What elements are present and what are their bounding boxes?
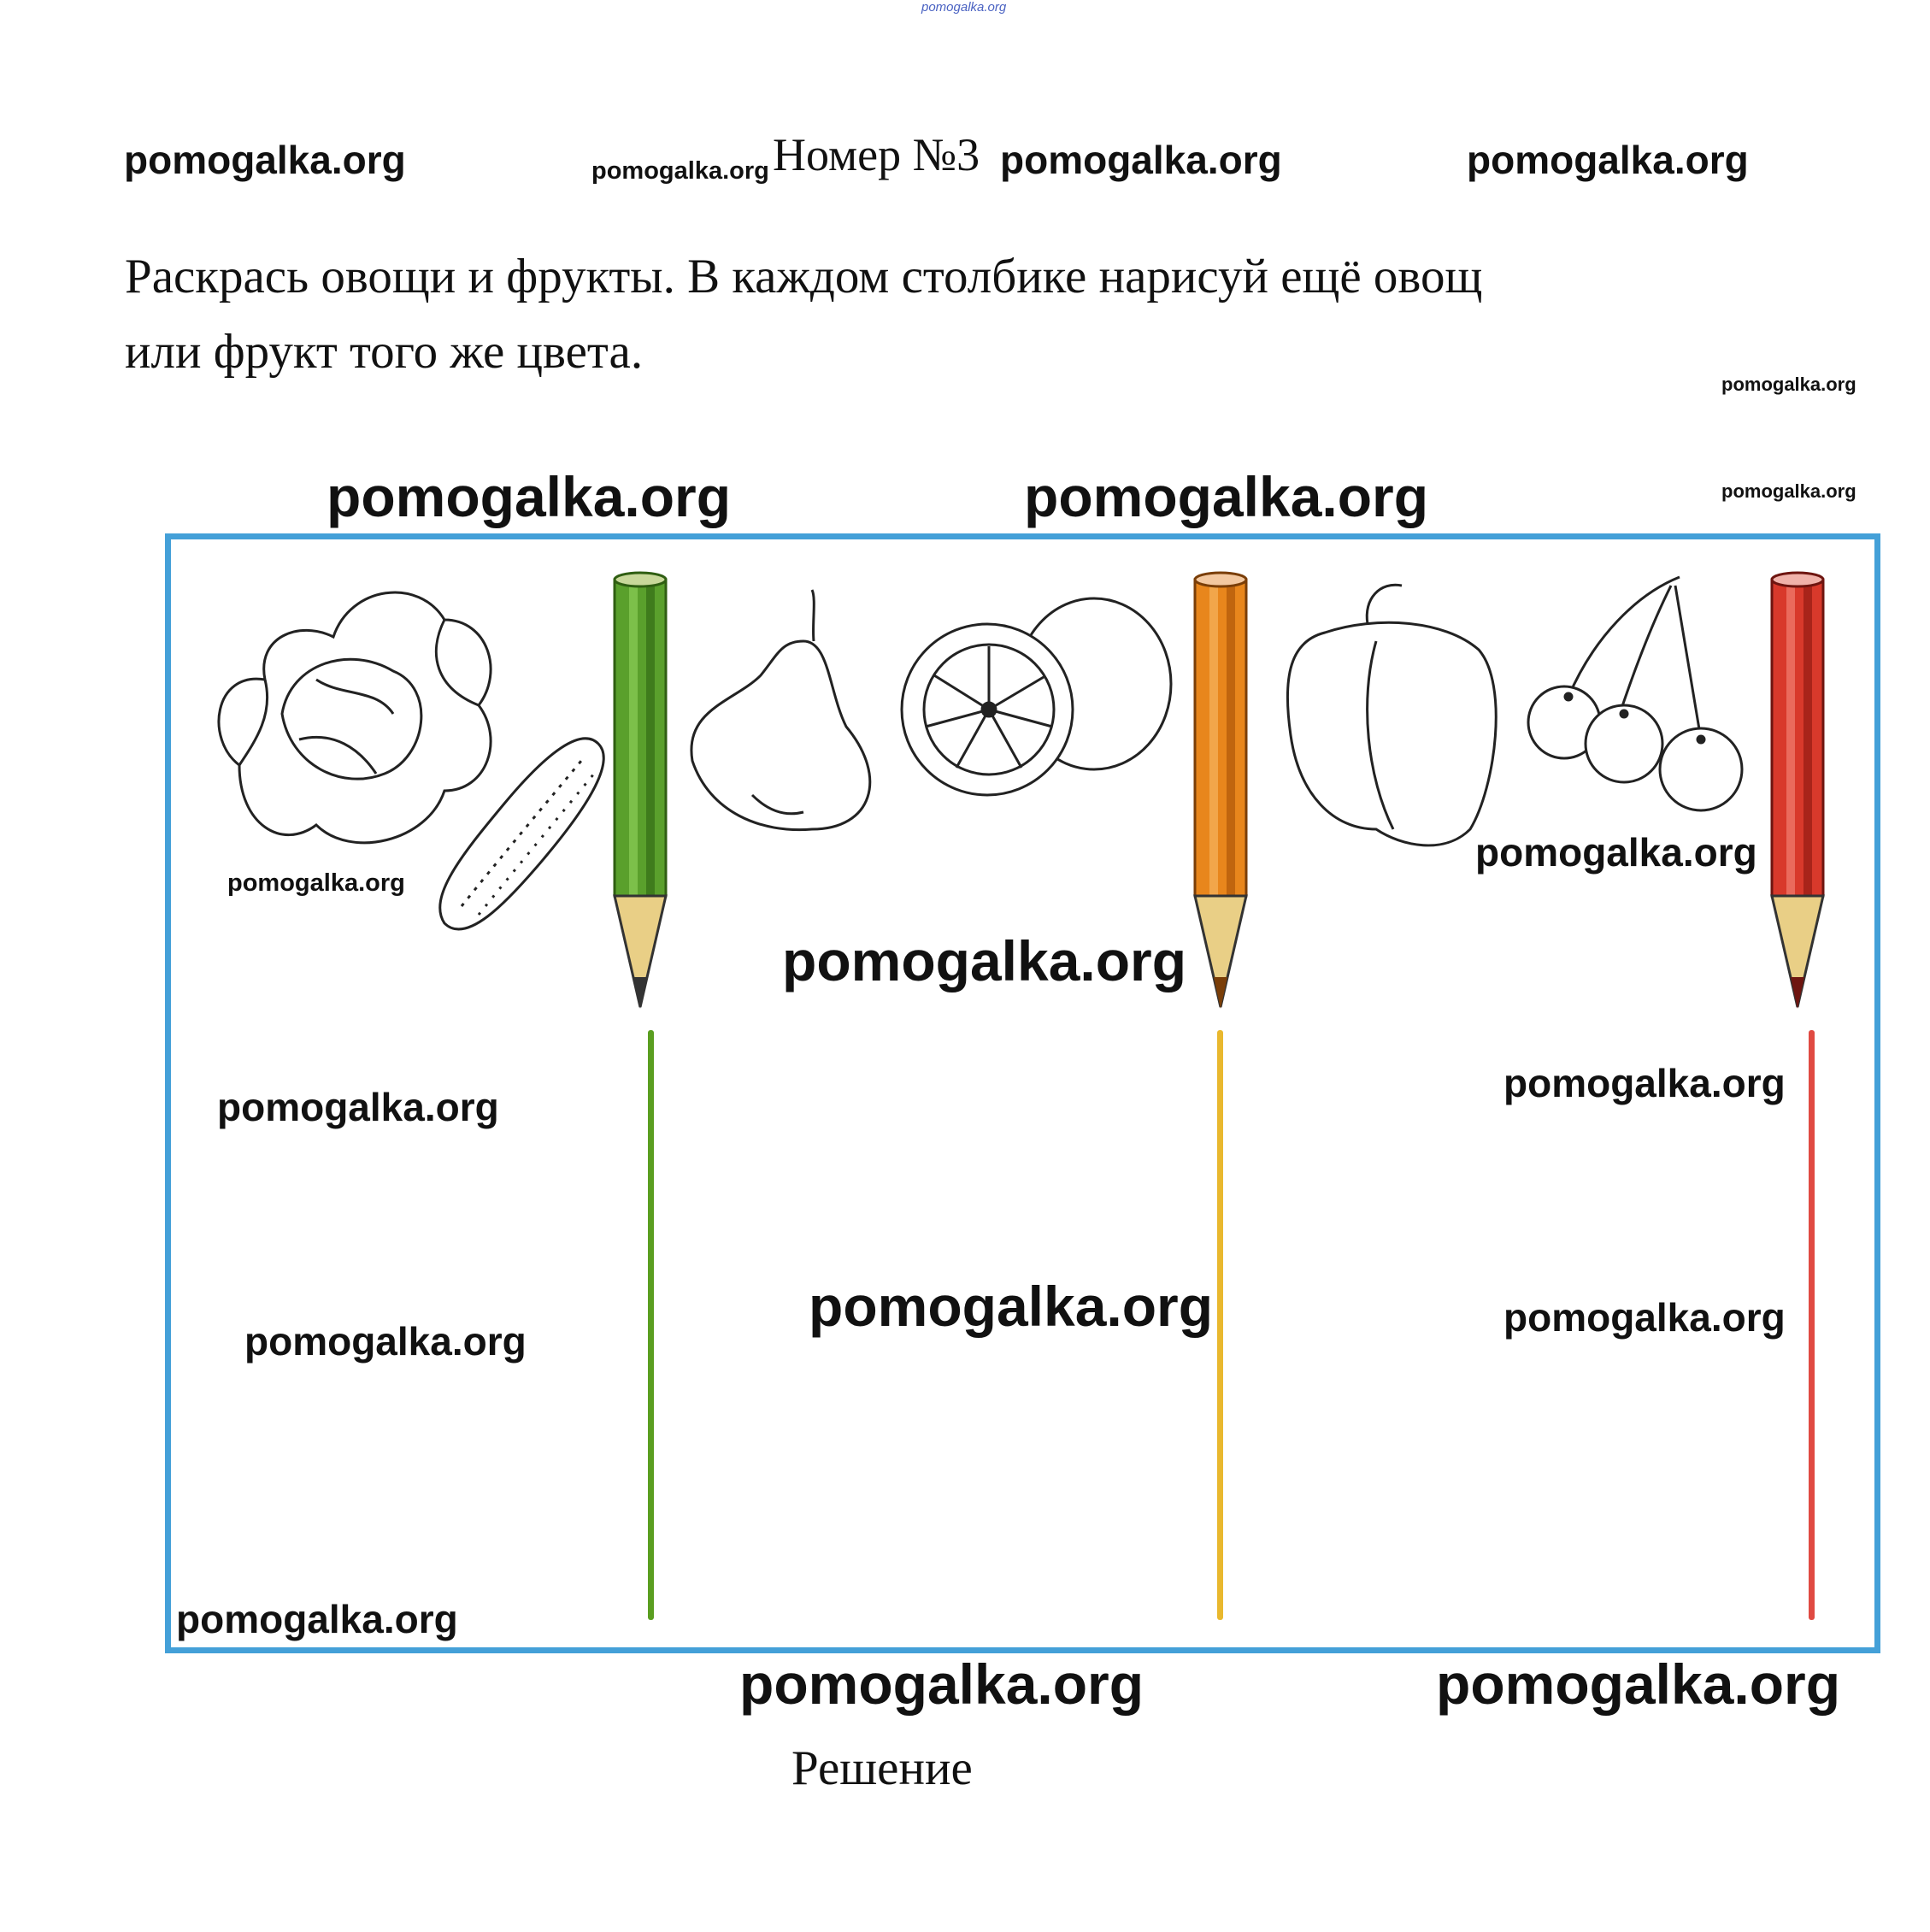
watermark: pomogalka.org xyxy=(1721,374,1856,395)
watermark: pomogalka.org xyxy=(809,1275,1214,1338)
pear-icon xyxy=(684,581,889,838)
task-line: или фрукт того же цвета. xyxy=(125,325,644,379)
pencil-orange-icon xyxy=(1191,571,1250,1016)
watermark: pomogalka.org xyxy=(1436,1652,1841,1716)
cucumber-icon xyxy=(427,727,607,940)
watermark: pomogalka.org xyxy=(1503,1061,1786,1105)
bell-pepper-icon xyxy=(1274,573,1504,855)
watermark: pomogalka.org xyxy=(1721,480,1856,502)
watermark: pomogalka.org xyxy=(1467,138,1749,182)
watermark: pomogalka.org xyxy=(1475,830,1757,875)
cherries-icon xyxy=(1517,568,1756,816)
watermark: pomogalka.org xyxy=(782,929,1187,993)
watermark: pomogalka.org xyxy=(1503,1295,1786,1340)
column-line-red xyxy=(1809,1030,1815,1620)
watermark: pomogalka.org xyxy=(739,1652,1144,1716)
solution-heading: Решение xyxy=(791,1741,973,1795)
watermark: pomogalka.org xyxy=(227,869,405,897)
watermark: pomogalka.org xyxy=(217,1085,499,1129)
watermark: pomogalka.org xyxy=(124,138,406,182)
pencil-red-icon xyxy=(1768,571,1827,1016)
header-watermark: pomogalka.org xyxy=(921,0,1007,15)
pencil-green-icon xyxy=(610,571,670,1016)
watermark: pomogalka.org xyxy=(176,1597,458,1641)
task-text xyxy=(125,239,1482,390)
watermark: pomogalka.org xyxy=(1000,138,1282,182)
column-line-yellow xyxy=(1217,1030,1223,1620)
page-title: Номер №3 xyxy=(773,129,980,180)
column-line-green xyxy=(648,1030,654,1620)
watermark: pomogalka.org xyxy=(1024,465,1429,528)
watermark: pomogalka.org xyxy=(327,465,732,528)
watermark: pomogalka.org xyxy=(244,1319,527,1364)
task-line: Раскрась овощи и фрукты. В каждом столбике нарисуй ещё овощ xyxy=(125,250,1483,303)
lemon-icon xyxy=(893,581,1175,804)
watermark: pomogalka.org xyxy=(591,157,769,185)
